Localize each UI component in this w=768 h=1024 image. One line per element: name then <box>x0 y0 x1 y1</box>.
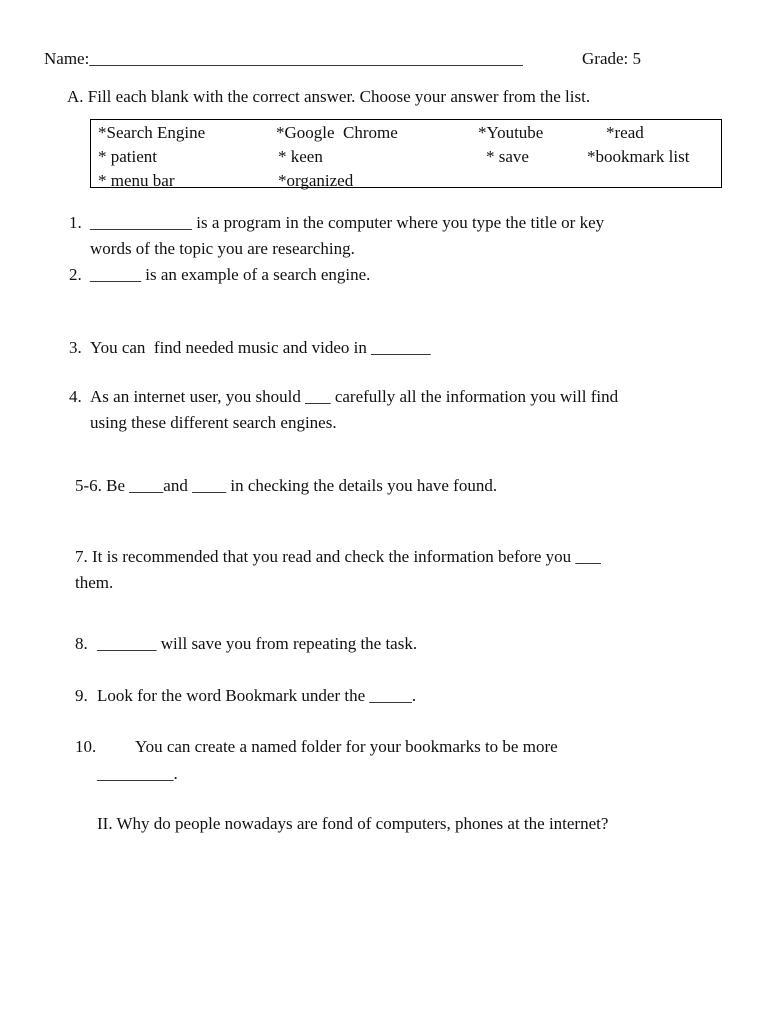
question-text: As an internet user, you should ___ carefully all the information you will find <box>90 387 619 406</box>
word-bank-item: *read <box>606 123 644 142</box>
question-text: ____________ is a program in the computer where you type the title or key <box>90 213 605 232</box>
word-bank-item: * save <box>486 147 529 166</box>
question-text: _______ will save you from repeating the task. <box>97 634 418 653</box>
word-bank-item: *Youtube <box>478 123 544 142</box>
question-text: 5-6. Be ____and ____ in checking the details you have found. <box>75 476 498 495</box>
question-text: 7. It is recommended that you read and check the information before you ___ <box>75 547 601 566</box>
word-bank-item: *bookmark list <box>587 147 690 166</box>
question-text: them. <box>75 573 114 592</box>
question-text: _________. <box>97 764 178 783</box>
question-number: 1. <box>69 213 82 232</box>
question-number: 2. <box>69 265 82 284</box>
question-text: You can find needed music and video in _______ <box>90 338 431 357</box>
question-number: 8. <box>75 634 88 653</box>
word-bank-item: * patient <box>98 147 158 166</box>
section-a-instruction: A. Fill each blank with the correct answer. Choose your answer from the list. <box>67 87 591 106</box>
word-bank-item: *Search Engine <box>98 123 206 142</box>
word-bank-item: *organized <box>278 171 354 190</box>
question-number: 10. <box>75 737 97 756</box>
question-text: words of the topic you are researching. <box>90 239 355 258</box>
question-text: ______ is an example of a search engine. <box>90 265 371 284</box>
question-number: 4. <box>69 387 82 406</box>
question-number: 3. <box>69 338 82 357</box>
grade-label: Grade: 5 <box>582 49 642 68</box>
question-text: using these different search engines. <box>90 413 337 432</box>
name-field-line: Name:___________________________________________________ <box>44 49 523 68</box>
word-bank-item: * menu bar <box>98 171 175 190</box>
question-text: Look for the word Bookmark under the _____. <box>97 686 417 705</box>
word-bank-item: * keen <box>278 147 323 166</box>
word-bank-item: *Google Chrome <box>276 123 398 142</box>
section-b-question: II. Why do people nowadays are fond of computers, phones at the internet? <box>97 814 609 833</box>
question-text: You can create a named folder for your bookmarks to be more <box>135 737 558 756</box>
question-number: 9. <box>75 686 88 705</box>
word-bank-box <box>90 119 722 188</box>
